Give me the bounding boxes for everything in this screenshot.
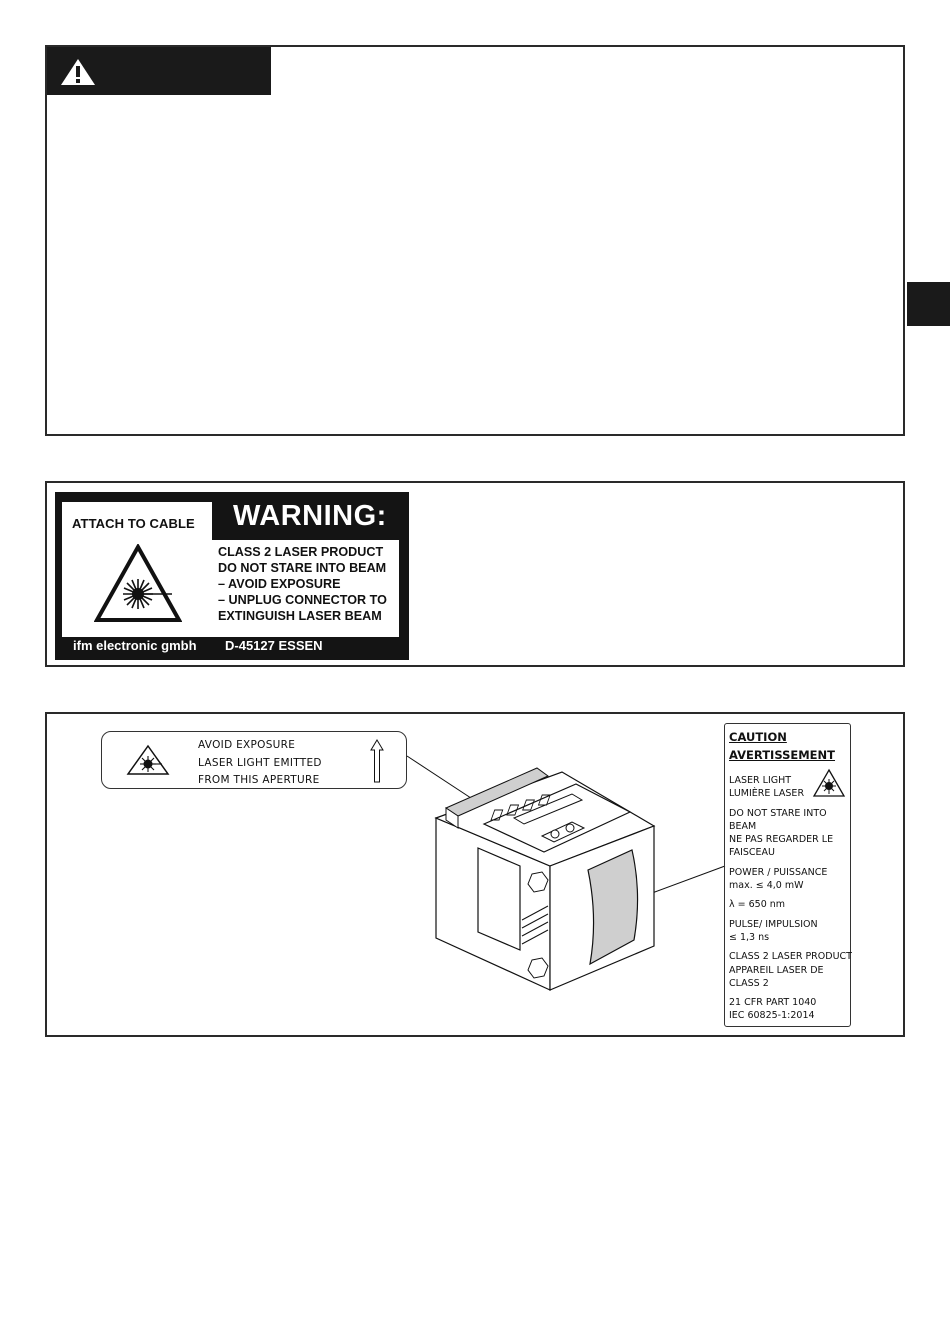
- caution-block-standards: [729, 996, 846, 1023]
- caution-line: PULSE/ IMPULSION: [729, 918, 818, 930]
- caution-line: NE PAS REGARDER LE: [729, 834, 834, 846]
- caution-block-power: [729, 866, 846, 893]
- caution-block-stare: [729, 807, 846, 860]
- caution-block-wavelength: [729, 898, 846, 911]
- caution-label: [724, 723, 851, 1027]
- caution-line: LUMIÈRE LASER: [729, 788, 805, 800]
- aperture-line: LASER LIGHT EMITTED: [198, 756, 322, 769]
- aperture-line: AVOID EXPOSURE: [198, 739, 296, 751]
- caution-line: LASER LIGHT: [729, 775, 792, 786]
- caution-block-pulse: [729, 918, 846, 945]
- caution-line: CLASS 2 LASER PRODUCT: [729, 951, 852, 963]
- caution-line: BEAM: [729, 820, 757, 832]
- aperture-line: FROM THIS APERTURE: [198, 774, 320, 786]
- caution-line: DO NOT STARE INTO: [729, 807, 827, 819]
- caution-line: FAISCEAU: [729, 847, 776, 859]
- label-line: DO NOT STARE INTO BEAM: [218, 561, 387, 575]
- label-line: – UNPLUG CONNECTOR TO: [218, 593, 387, 607]
- caution-line: 21 CFR PART 1040: [729, 997, 817, 1009]
- caution-line: max. ≤ 4,0 mW: [729, 880, 804, 892]
- label-line: EXTINGUISH LASER BEAM: [218, 609, 382, 623]
- caution-block-class: [729, 950, 852, 990]
- warning-header: [47, 47, 271, 95]
- caution-line: APPAREIL LASER DE: [729, 964, 824, 976]
- caution-line: λ = 650 nm: [729, 899, 786, 911]
- warning-title: WARNING:: [233, 500, 387, 532]
- company-name: ifm electronic gmbh: [73, 638, 197, 653]
- laser-warning-label: [55, 492, 409, 660]
- avertissement-heading: AVERTISSEMENT: [729, 748, 836, 762]
- label-line: CLASS 2 LASER PRODUCT: [218, 545, 384, 559]
- attach-to-cable-text: ATTACH TO CABLE: [72, 516, 195, 531]
- caution-heading: CAUTION: [729, 730, 787, 744]
- warning-box: [45, 45, 905, 436]
- caution-line: CLASS 2: [729, 977, 769, 989]
- caution-line: IEC 60825-1:2014: [729, 1010, 815, 1022]
- warning-triangle-icon: [59, 57, 97, 87]
- label-text-panel: [212, 540, 399, 637]
- laser-radiation-icon: [94, 544, 182, 624]
- device-labels-box: [45, 712, 905, 1037]
- laser-label-box: [45, 481, 905, 667]
- caution-line: POWER / PUISSANCE: [729, 866, 828, 878]
- caution-line: ≤ 1,3 ns: [729, 931, 770, 943]
- sensor-device-drawing: [402, 724, 722, 994]
- label-line: – AVOID EXPOSURE: [218, 577, 341, 591]
- label-left-panel: [62, 502, 212, 637]
- company-address: D-45127 ESSEN: [225, 638, 323, 653]
- laser-radiation-icon: [812, 768, 846, 798]
- section-tab: [907, 282, 950, 326]
